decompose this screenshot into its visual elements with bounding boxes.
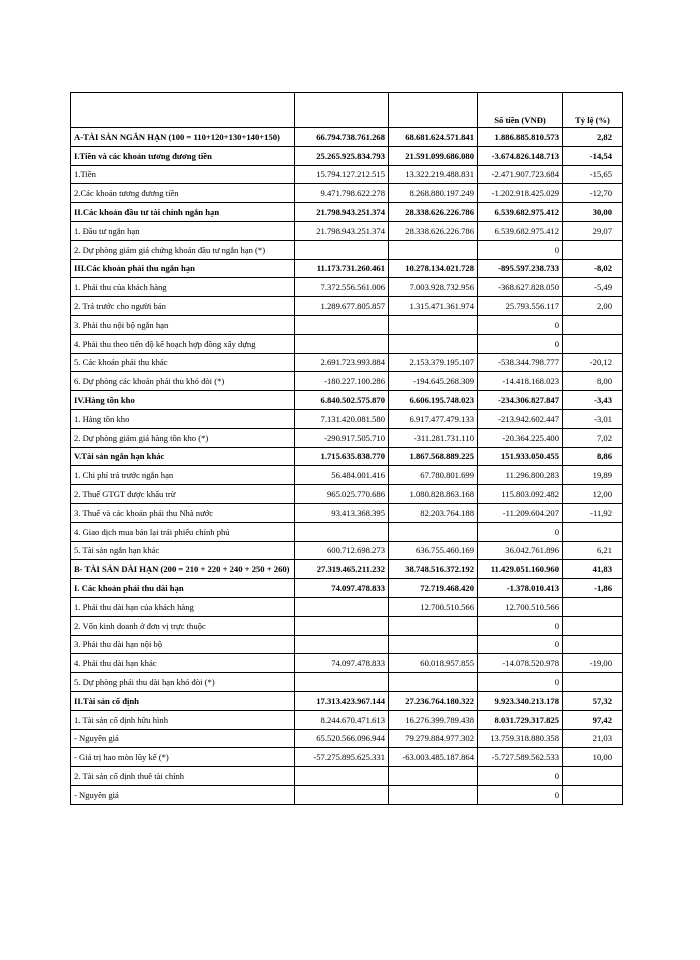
row-value-period-2: 12.700.510.566 xyxy=(389,597,478,616)
table-row xyxy=(71,597,623,616)
row-ratio xyxy=(563,785,623,804)
row-difference: 0 xyxy=(478,673,563,692)
row-label: 1. Chi phí trả trước ngắn hạn xyxy=(71,466,295,485)
table-row xyxy=(71,466,623,485)
row-difference: -14.078.520.978 xyxy=(478,654,563,673)
row-ratio xyxy=(563,635,623,654)
table-row xyxy=(71,729,623,748)
row-ratio xyxy=(563,522,623,541)
row-value-period-2 xyxy=(389,673,478,692)
row-difference: 0 xyxy=(478,635,563,654)
row-value-period-1: 7.372.556.561.006 xyxy=(295,278,389,297)
table-row xyxy=(71,485,623,504)
row-value-period-1: 600.712.698.273 xyxy=(295,541,389,560)
row-label: 1. Đầu tư ngắn hạn xyxy=(71,221,295,240)
row-value-period-2 xyxy=(389,785,478,804)
row-ratio: 2,82 xyxy=(563,128,623,147)
row-ratio: -5,49 xyxy=(563,278,623,297)
row-value-period-1: 1.289.677.805.857 xyxy=(295,297,389,316)
row-label: 4. Phải thu dài hạn khác xyxy=(71,654,295,673)
row-difference: -2.471.907.723.684 xyxy=(478,165,563,184)
row-value-period-1: 25.265.925.834.793 xyxy=(295,146,389,165)
row-value-period-1: 66.794.738.761.268 xyxy=(295,128,389,147)
row-value-period-1: -290.917.505.710 xyxy=(295,428,389,447)
row-label: - Giá trị hao mòn lũy kế (*) xyxy=(71,748,295,767)
row-ratio: -8,02 xyxy=(563,259,623,278)
header-amount: Số tiền (VNĐ) xyxy=(478,93,563,128)
table-row xyxy=(71,353,623,372)
row-difference: 6.539.682.975.412 xyxy=(478,221,563,240)
row-difference: -234.306.827.847 xyxy=(478,391,563,410)
row-label: V.Tài sản ngắn hạn khác xyxy=(71,447,295,466)
row-value-period-1: 56.484.001.416 xyxy=(295,466,389,485)
row-difference: 36.042.761.896 xyxy=(478,541,563,560)
row-difference: 0 xyxy=(478,522,563,541)
row-value-period-2 xyxy=(389,616,478,635)
row-value-period-1: 21.798.943.251.374 xyxy=(295,203,389,222)
header-cell-item xyxy=(71,93,295,128)
table-row xyxy=(71,259,623,278)
row-difference: 6.539.682.975.412 xyxy=(478,203,563,222)
row-difference: -20.364.225.400 xyxy=(478,428,563,447)
row-value-period-1 xyxy=(295,240,389,259)
row-difference: -1.202.918.425.029 xyxy=(478,184,563,203)
row-value-period-2: 67.780.801.699 xyxy=(389,466,478,485)
table-row xyxy=(71,372,623,391)
row-difference: 1.886.885.810.573 xyxy=(478,128,563,147)
row-value-period-1: -180.227.100.286 xyxy=(295,372,389,391)
row-value-period-2 xyxy=(389,767,478,786)
row-value-period-1: 65.520.566.096.944 xyxy=(295,729,389,748)
row-value-period-1 xyxy=(295,635,389,654)
row-label: 2. Dự phòng giảm giá chứng khoán đầu tư ngắn hạn (*) xyxy=(71,240,295,259)
row-difference: 11.296.800.283 xyxy=(478,466,563,485)
row-ratio xyxy=(563,334,623,353)
row-value-period-2: 21.591.099.686.080 xyxy=(389,146,478,165)
table-row xyxy=(71,165,623,184)
table-row xyxy=(71,128,623,147)
row-difference: -3.674.826.148.713 xyxy=(478,146,563,165)
row-label: 5. Dự phòng phải thu dài hạn khó đòi (*) xyxy=(71,673,295,692)
row-value-period-2: -63.003.485.187.864 xyxy=(389,748,478,767)
row-ratio: 21,03 xyxy=(563,729,623,748)
row-ratio: -14,54 xyxy=(563,146,623,165)
table-row xyxy=(71,767,623,786)
row-ratio: 97,42 xyxy=(563,710,623,729)
row-value-period-2: 636.755.460.169 xyxy=(389,541,478,560)
table-row xyxy=(71,654,623,673)
row-value-period-2 xyxy=(389,334,478,353)
row-value-period-1: 9.471.798.622.278 xyxy=(295,184,389,203)
table-row xyxy=(71,503,623,522)
row-difference: -368.627.828.050 xyxy=(478,278,563,297)
table-row xyxy=(71,146,623,165)
table-row xyxy=(71,315,623,334)
row-label: 3. Phải thu nội bộ ngắn hạn xyxy=(71,315,295,334)
row-ratio: 7,02 xyxy=(563,428,623,447)
row-ratio: -1,86 xyxy=(563,579,623,598)
row-difference: 12.700.510.566 xyxy=(478,597,563,616)
row-label: - Nguyên giá xyxy=(71,785,295,804)
row-difference: -11.209.604.207 xyxy=(478,503,563,522)
row-value-period-1: 1.715.635.838.770 xyxy=(295,447,389,466)
table-row xyxy=(71,560,623,579)
row-value-period-1 xyxy=(295,522,389,541)
row-label: 2. Vốn kinh doanh ở đơn vị trực thuộc xyxy=(71,616,295,635)
row-ratio xyxy=(563,767,623,786)
row-value-period-2: 28.338.626.226.786 xyxy=(389,203,478,222)
table-row xyxy=(71,579,623,598)
row-value-period-2: 72.719.468.420 xyxy=(389,579,478,598)
row-label: B- TÀI SẢN DÀI HẠN (200 = 210 + 220 + 240 + 250 + 260) xyxy=(71,560,295,579)
row-value-period-1: 965.025.770.686 xyxy=(295,485,389,504)
row-value-period-2: 7.003.928.732.956 xyxy=(389,278,478,297)
row-ratio: 2,00 xyxy=(563,297,623,316)
row-ratio: 12,00 xyxy=(563,485,623,504)
row-ratio: -3,01 xyxy=(563,409,623,428)
balance-sheet-table xyxy=(70,92,623,805)
row-ratio: 41,83 xyxy=(563,560,623,579)
row-label: 2. Tài sản cố định thuê tài chính xyxy=(71,767,295,786)
row-ratio xyxy=(563,240,623,259)
row-value-period-2: 16.276.399.789.438 xyxy=(389,710,478,729)
row-label: 1. Tài sản cố định hữu hình xyxy=(71,710,295,729)
row-ratio: 8,00 xyxy=(563,372,623,391)
row-difference: -213.942.602.447 xyxy=(478,409,563,428)
row-value-period-2: 28.338.626.226.786 xyxy=(389,221,478,240)
row-value-period-2: 38.748.516.372.192 xyxy=(389,560,478,579)
row-ratio: -12,70 xyxy=(563,184,623,203)
table-row xyxy=(71,278,623,297)
row-value-period-2 xyxy=(389,522,478,541)
row-value-period-2: 1.315.471.361.974 xyxy=(389,297,478,316)
row-label: 4. Giao dịch mua bán lại trái phiếu chính phủ xyxy=(71,522,295,541)
row-difference: 151.933.050.455 xyxy=(478,447,563,466)
table-row xyxy=(71,673,623,692)
table-row xyxy=(71,522,623,541)
row-ratio: 8,86 xyxy=(563,447,623,466)
row-label: 3. Phải thu dài hạn nội bộ xyxy=(71,635,295,654)
row-ratio: 10,00 xyxy=(563,748,623,767)
row-value-period-2: 2.153.379.195.107 xyxy=(389,353,478,372)
row-label: III.Các khoản phải thu ngắn hạn xyxy=(71,259,295,278)
table-row xyxy=(71,748,623,767)
row-value-period-2: 27.236.764.180.322 xyxy=(389,691,478,710)
table-row xyxy=(71,297,623,316)
table-row xyxy=(71,428,623,447)
row-label: I. Các khoản phải thu dài hạn xyxy=(71,579,295,598)
row-label: - Nguyên giá xyxy=(71,729,295,748)
header-cell-period-1 xyxy=(295,93,389,128)
row-ratio xyxy=(563,315,623,334)
row-difference: 0 xyxy=(478,767,563,786)
row-value-period-2 xyxy=(389,315,478,334)
table-row xyxy=(71,184,623,203)
row-difference: 0 xyxy=(478,785,563,804)
row-difference: 0 xyxy=(478,334,563,353)
table-row xyxy=(71,710,623,729)
row-difference: 8.031.729.317.825 xyxy=(478,710,563,729)
row-ratio: 29,07 xyxy=(563,221,623,240)
row-label: 1. Phải thu dài hạn của khách hàng xyxy=(71,597,295,616)
row-difference: 25.793.556.117 xyxy=(478,297,563,316)
row-label: 3. Thuế và các khoản phải thu Nhà nước xyxy=(71,503,295,522)
row-value-period-1: 74.097.478.833 xyxy=(295,654,389,673)
row-label: II.Tài sản cố định xyxy=(71,691,295,710)
header-row xyxy=(71,93,623,128)
row-label: 4. Phải thu theo tiến độ kế hoạch hợp đồng xây dựng xyxy=(71,334,295,353)
row-value-period-2: 6.917.477.479.133 xyxy=(389,409,478,428)
row-value-period-1: 7.131.420.081.580 xyxy=(295,409,389,428)
row-ratio xyxy=(563,616,623,635)
row-value-period-2: 6.606.195.748.023 xyxy=(389,391,478,410)
row-difference: 11.429.051.160.960 xyxy=(478,560,563,579)
row-value-period-2: 82.203.764.188 xyxy=(389,503,478,522)
table-row xyxy=(71,785,623,804)
row-ratio: 57,32 xyxy=(563,691,623,710)
table-row xyxy=(71,203,623,222)
row-label: A-TÀI SẢN NGẮN HẠN (100 = 110+120+130+140+150) xyxy=(71,128,295,147)
row-value-period-1: 27.319.465.211.232 xyxy=(295,560,389,579)
header-ratio: Tỷ lệ (%) xyxy=(563,93,623,128)
row-ratio: 19,89 xyxy=(563,466,623,485)
row-value-period-2: 13.322.219.488.831 xyxy=(389,165,478,184)
table-row xyxy=(71,334,623,353)
row-label: 5. Các khoản phải thu khác xyxy=(71,353,295,372)
table-row xyxy=(71,221,623,240)
row-difference: 9.923.340.213.178 xyxy=(478,691,563,710)
row-value-period-2: 1.080.828.863.168 xyxy=(389,485,478,504)
row-value-period-1: 8.244.670.471.613 xyxy=(295,710,389,729)
row-value-period-2: -311.281.731.110 xyxy=(389,428,478,447)
table-row xyxy=(71,240,623,259)
balance-sheet-body xyxy=(71,93,623,805)
row-label: 1. Hàng tồn kho xyxy=(71,409,295,428)
row-difference: -14.418.168.023 xyxy=(478,372,563,391)
row-label: II.Các khoản đầu tư tài chính ngắn hạn xyxy=(71,203,295,222)
row-ratio: -15,65 xyxy=(563,165,623,184)
row-value-period-1 xyxy=(295,616,389,635)
header-cell-period-2 xyxy=(389,93,478,128)
row-value-period-1: 17.313.423.967.144 xyxy=(295,691,389,710)
row-difference: 13.759.318.880.358 xyxy=(478,729,563,748)
row-ratio: -3,43 xyxy=(563,391,623,410)
row-ratio xyxy=(563,597,623,616)
row-value-period-2: -194.645.268.309 xyxy=(389,372,478,391)
row-value-period-1: 21.798.943.251.374 xyxy=(295,221,389,240)
row-difference: 115.803.092.482 xyxy=(478,485,563,504)
row-label: IV.Hàng tồn kho xyxy=(71,391,295,410)
row-label: 2. Trả trước cho người bán xyxy=(71,297,295,316)
row-value-period-1: -57.275.895.625.331 xyxy=(295,748,389,767)
row-label: 2.Các khoản tương đương tiền xyxy=(71,184,295,203)
row-ratio: -19,00 xyxy=(563,654,623,673)
row-label: I.Tiền và các khoản tương đương tiền xyxy=(71,146,295,165)
row-difference: -1.378.010.413 xyxy=(478,579,563,598)
row-value-period-1 xyxy=(295,785,389,804)
row-difference: -5.727.589.562.533 xyxy=(478,748,563,767)
row-label: 1.Tiền xyxy=(71,165,295,184)
row-value-period-2: 10.278.134.021.728 xyxy=(389,259,478,278)
row-label: 5. Tài sản ngắn hạn khác xyxy=(71,541,295,560)
row-value-period-2: 8.268.880.197.249 xyxy=(389,184,478,203)
row-difference: 0 xyxy=(478,616,563,635)
row-label: 6. Dự phòng các khoản phải thu khó đòi (*) xyxy=(71,372,295,391)
row-value-period-1 xyxy=(295,334,389,353)
table-row xyxy=(71,616,623,635)
row-value-period-2: 60.018.957.855 xyxy=(389,654,478,673)
row-ratio: 6,21 xyxy=(563,541,623,560)
table-row xyxy=(71,635,623,654)
row-value-period-2: 68.681.624.571.841 xyxy=(389,128,478,147)
row-value-period-1: 74.097.478.833 xyxy=(295,579,389,598)
table-row xyxy=(71,409,623,428)
row-ratio: 30,00 xyxy=(563,203,623,222)
row-value-period-2 xyxy=(389,240,478,259)
row-ratio: -11,92 xyxy=(563,503,623,522)
row-value-period-1 xyxy=(295,315,389,334)
row-value-period-1: 11.173.731.260.461 xyxy=(295,259,389,278)
table-row xyxy=(71,447,623,466)
row-value-period-1 xyxy=(295,673,389,692)
row-value-period-1: 15.794.127.212.515 xyxy=(295,165,389,184)
row-ratio xyxy=(563,673,623,692)
row-label: 1. Phải thu của khách hàng xyxy=(71,278,295,297)
row-difference: 0 xyxy=(478,315,563,334)
row-value-period-2: 79.279.884.977.302 xyxy=(389,729,478,748)
row-value-period-1: 2.691.723.993.884 xyxy=(295,353,389,372)
table-row xyxy=(71,691,623,710)
row-difference: -538.344.798.777 xyxy=(478,353,563,372)
row-ratio: -20,12 xyxy=(563,353,623,372)
row-value-period-1: 6.840.502.575.870 xyxy=(295,391,389,410)
row-value-period-2: 1.867.568.889.225 xyxy=(389,447,478,466)
row-value-period-2 xyxy=(389,635,478,654)
row-value-period-1 xyxy=(295,597,389,616)
row-label: 2. Thuế GTGT được khấu trừ xyxy=(71,485,295,504)
table-row xyxy=(71,541,623,560)
row-value-period-1: 93.413.368.395 xyxy=(295,503,389,522)
row-difference: 0 xyxy=(478,240,563,259)
table-row xyxy=(71,391,623,410)
row-difference: -895.597.238.733 xyxy=(478,259,563,278)
row-label: 2. Dự phòng giảm giá hàng tồn kho (*) xyxy=(71,428,295,447)
row-value-period-1 xyxy=(295,767,389,786)
